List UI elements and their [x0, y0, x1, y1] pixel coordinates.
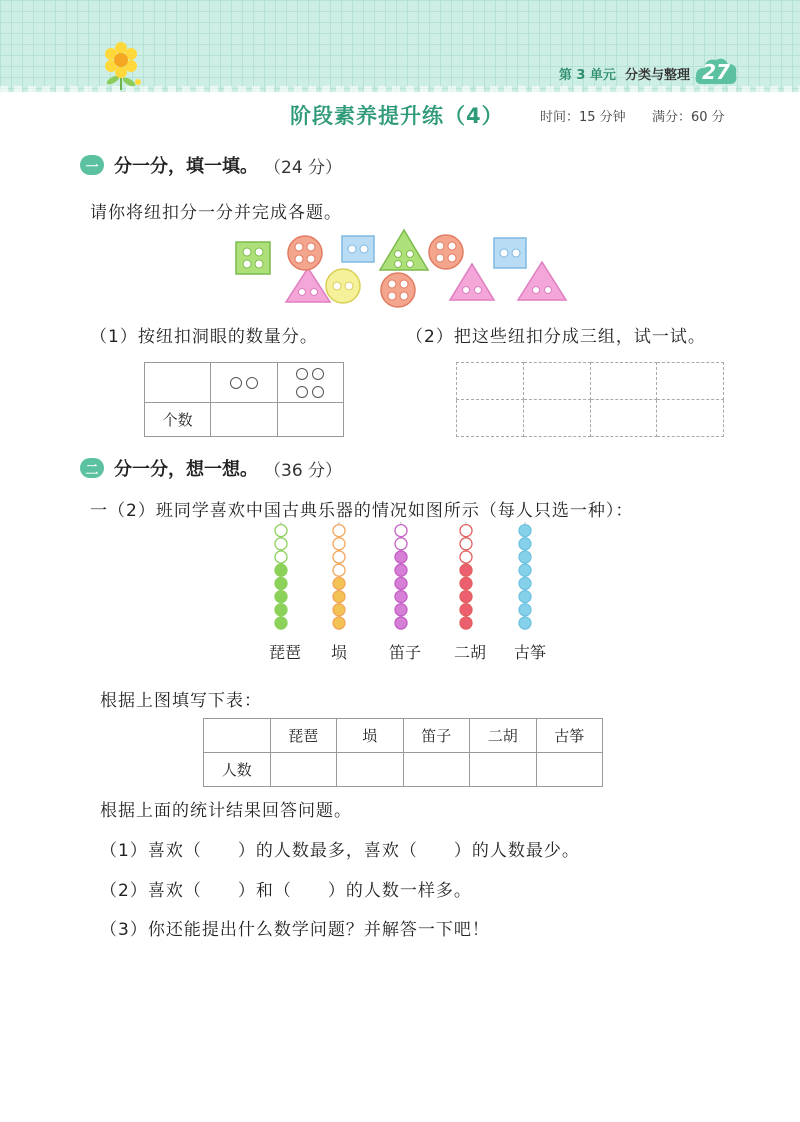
count-cell-2-holes[interactable]: [211, 403, 277, 437]
grouping-cell[interactable]: [457, 363, 524, 400]
bead-empty: [460, 538, 472, 550]
bead-filled: [275, 591, 287, 603]
yellow-circle-button: [326, 269, 360, 303]
bead-filled: [519, 525, 531, 537]
grouping-table: [456, 362, 724, 437]
instrument-header: 二胡: [470, 719, 537, 753]
holes-table: [144, 362, 344, 437]
bead-filled: [395, 617, 407, 629]
section-1-instruction: 请你将纽扣分一分并完成各题。: [90, 203, 342, 223]
buttons-illustration: [228, 228, 578, 308]
bead-empty: [395, 538, 407, 550]
grouping-cell[interactable]: [657, 363, 724, 400]
pink-triangle-button: [286, 268, 330, 302]
count-label: 个数: [145, 403, 211, 437]
flower-icon: [96, 36, 146, 92]
bead-chart-category-label: 笛子: [388, 643, 421, 662]
bead-empty: [275, 551, 287, 563]
grouping-cell[interactable]: [523, 363, 590, 400]
four-holes-icon: [277, 363, 343, 403]
bead-filled: [333, 577, 345, 589]
instrument-table-corner: [204, 719, 271, 753]
red-circle-button: [288, 236, 322, 270]
time-limit: 时间：15 分钟: [540, 110, 626, 125]
bead-filled: [460, 604, 472, 616]
bead-filled: [395, 551, 407, 563]
two-holes-icon: [211, 363, 277, 403]
people-count-cell[interactable]: [270, 753, 337, 787]
bead-filled: [395, 591, 407, 603]
bead-empty: [333, 538, 345, 550]
bead-filled: [519, 591, 531, 603]
section-1-heading: 一 分一分，填一填。 （24 分）: [80, 152, 342, 178]
people-count-cell[interactable]: [536, 753, 603, 787]
bead-empty: [275, 525, 287, 537]
bead-filled: [333, 591, 345, 603]
bead-filled: [333, 604, 345, 616]
instrument-header: 琵琶: [270, 719, 337, 753]
blue-square-button-2: [494, 238, 526, 268]
grouping-cell[interactable]: [457, 400, 524, 437]
instrument-header: 笛子: [403, 719, 470, 753]
grouping-cell[interactable]: [657, 400, 724, 437]
instrument-table: [203, 718, 603, 787]
people-count-cell[interactable]: [337, 753, 404, 787]
bead-filled: [275, 617, 287, 629]
grouping-cell[interactable]: [523, 400, 590, 437]
bead-filled: [333, 617, 345, 629]
unit-label: 第 3 单元 分类与整理: [558, 68, 690, 83]
page-header: [0, 0, 800, 92]
section-2-intro: 一（2）班同学喜欢中国古典乐器的情况如图所示（每人只选一种）：: [90, 501, 634, 521]
pink-triangle-button-2: [450, 264, 494, 300]
bead-empty: [333, 525, 345, 537]
bead-chart-category-label: 埙: [330, 643, 347, 662]
bead-filled: [460, 564, 472, 576]
section-2-q3: （3）你还能提出什么数学问题？并解答一下吧！: [100, 920, 490, 940]
blue-square-button: [342, 236, 374, 262]
section-badge: 一: [80, 155, 104, 175]
section-2-heading: 二 分一分，想一想。 （36 分）: [80, 455, 342, 481]
bead-empty: [460, 525, 472, 537]
instrument-header: 古筝: [536, 719, 603, 753]
full-score: 满分：60 分: [652, 110, 725, 125]
grouping-cell[interactable]: [590, 400, 657, 437]
page-number: 27: [694, 56, 738, 88]
section-1-q2: （2）把这些纽扣分成三组，试一试。: [406, 327, 706, 347]
bead-empty: [333, 551, 345, 563]
bead-chart-category-label: 二胡: [453, 643, 486, 662]
bead-filled: [519, 604, 531, 616]
bead-empty: [395, 525, 407, 537]
bead-filled: [460, 577, 472, 589]
grouping-cell[interactable]: [590, 363, 657, 400]
after-prompt: 根据上面的统计结果回答问题。: [100, 801, 352, 821]
bead-filled: [395, 604, 407, 616]
red-circle-button-2: [381, 273, 415, 307]
bead-filled: [460, 617, 472, 629]
bead-chart: [250, 520, 570, 632]
section-1-q1: （1）按纽扣洞眼的数量分。: [90, 327, 318, 347]
fill-prompt: 根据上图填写下表：: [100, 691, 262, 711]
section-badge: 二: [80, 458, 104, 478]
bead-filled: [519, 538, 531, 550]
bead-filled: [275, 564, 287, 576]
section-2-q1: （1）喜欢（ ）的人数最多，喜欢（ ）的人数最少。: [100, 841, 580, 861]
bead-filled: [275, 604, 287, 616]
page-title: 阶段素养提升练（4）: [290, 104, 504, 128]
green-triangle-button: [380, 230, 428, 270]
bead-filled: [395, 577, 407, 589]
bead-empty: [333, 564, 345, 576]
bead-filled: [519, 577, 531, 589]
bead-empty: [275, 538, 287, 550]
instrument-header: 埙: [337, 719, 404, 753]
red-circle-button-3: [429, 235, 463, 269]
bead-filled: [395, 564, 407, 576]
bead-filled: [519, 551, 531, 563]
bead-filled: [519, 564, 531, 576]
bead-filled: [519, 617, 531, 629]
bead-chart-category-label: 古筝: [513, 643, 546, 662]
section-2-q2: （2）喜欢（ ）和（ ）的人数一样多。: [100, 881, 472, 901]
bead-chart-category-label: 琵琶: [268, 643, 301, 662]
people-count-label: 人数: [204, 753, 271, 787]
count-cell-4-holes[interactable]: [277, 403, 343, 437]
holes-table-corner: [145, 363, 211, 403]
people-count-cell[interactable]: [470, 753, 537, 787]
people-count-cell[interactable]: [403, 753, 470, 787]
green-square-button: [236, 242, 270, 274]
bead-filled: [460, 591, 472, 603]
bead-empty: [460, 551, 472, 563]
bead-filled: [275, 577, 287, 589]
